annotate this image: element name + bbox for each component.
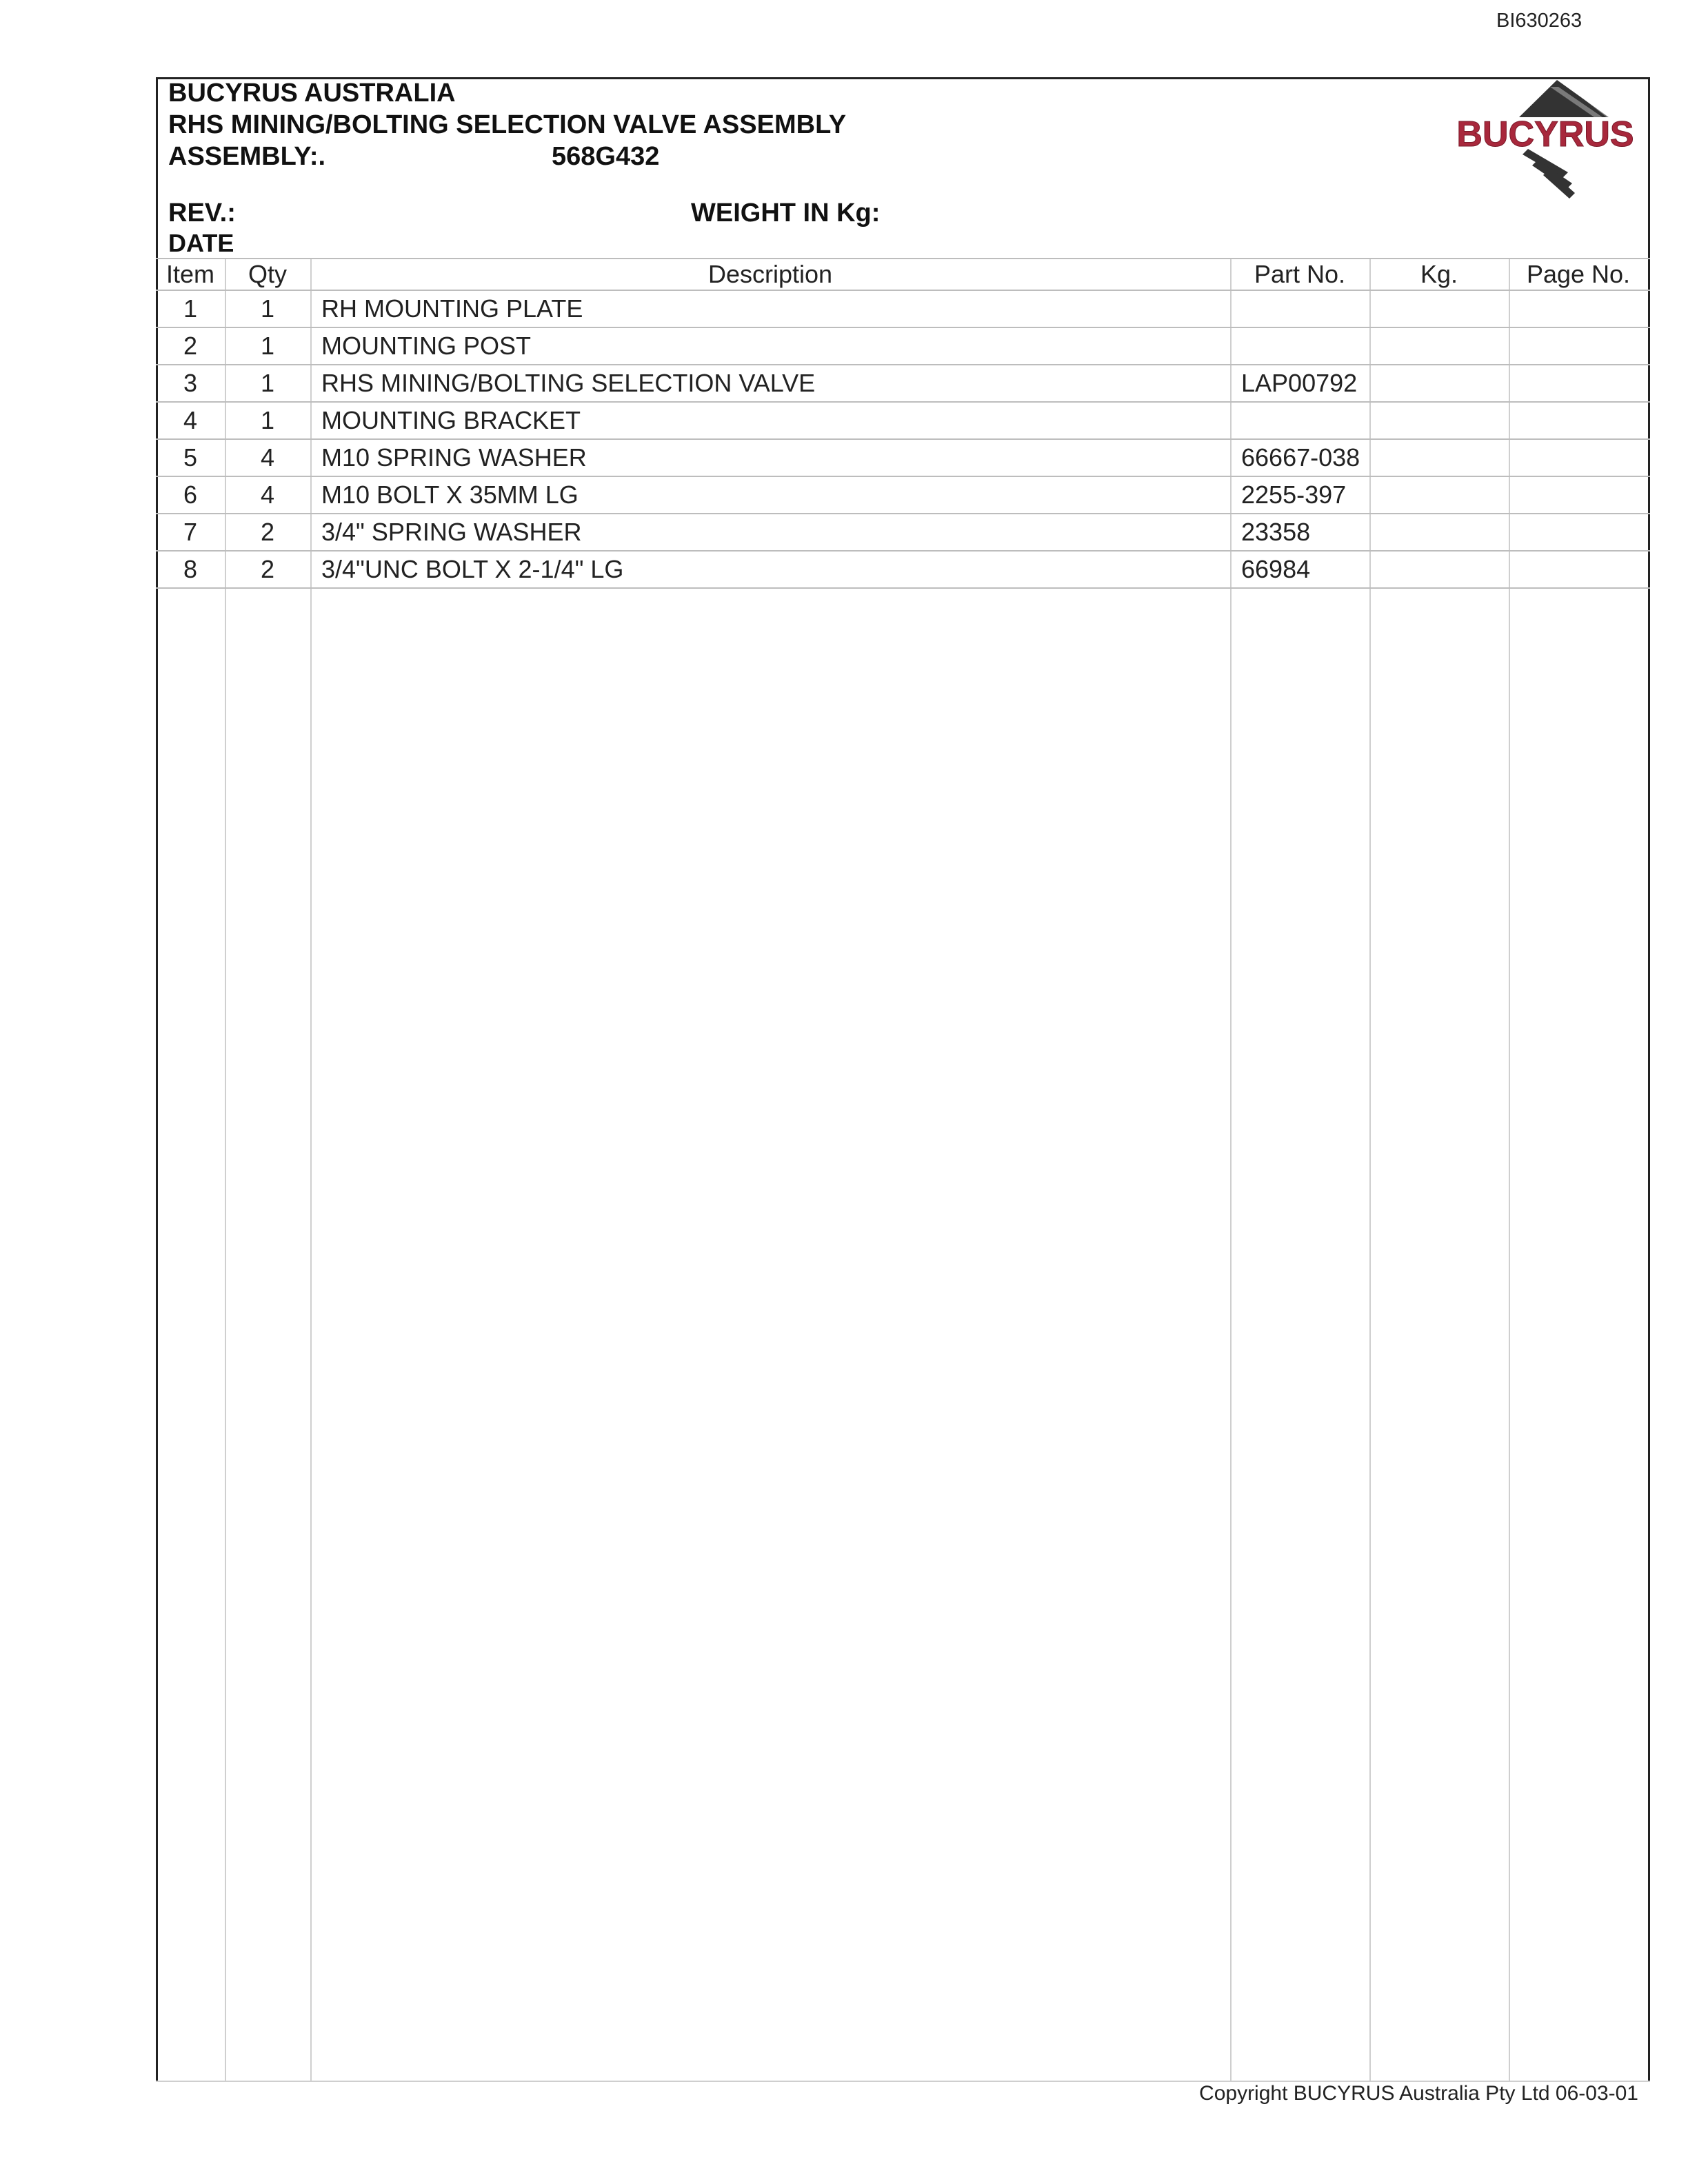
cell-page-no [1509,328,1648,364]
cell-kg [1369,365,1509,401]
cell-qty: 2 [260,555,275,583]
header-kg: Kg. [1420,260,1458,288]
cell-page-no [1509,365,1648,401]
rev-label: REV.: [168,199,236,228]
table-row [156,440,1650,477]
copyright-footer: Copyright BUCYRUS Australia Pty Ltd 06-03-01 [1199,2082,1638,2105]
weight-label: WEIGHT IN Kg: [691,199,881,228]
logo-text: BUCYRUS [1456,114,1634,154]
cell-qty: 1 [260,332,275,360]
cell-part-no: LAP00792 [1241,369,1358,397]
cell-page-no [1509,403,1648,438]
table-row [156,328,1650,365]
table-row [156,552,1650,589]
cell-description: RHS MINING/BOLTING SELECTION VALVE [321,369,816,397]
cell-part-no: 66667-038 [1241,443,1360,472]
cell-item: 1 [183,294,198,323]
cell-kg [1369,328,1509,364]
cell-part-no [1230,328,1369,364]
cell-part-no: 23358 [1241,518,1311,546]
cell-item: 4 [183,406,198,434]
cell-part-no [1230,403,1369,438]
assembly-title: RHS MINING/BOLTING SELECTION VALVE ASSEMBLY [168,110,847,139]
bucyrus-logo [1447,77,1644,201]
cell-part-no [1230,291,1369,327]
cell-description: MOUNTING POST [321,332,531,360]
cell-description: RH MOUNTING PLATE [321,294,583,323]
table-header-row [156,258,1650,291]
cell-qty: 1 [260,294,275,323]
table-row [156,291,1650,328]
cell-kg [1369,440,1509,476]
parts-table [156,258,1650,589]
logo-mountain-shape [1519,80,1609,117]
header-item: Item [165,260,214,288]
cell-item: 7 [183,518,198,546]
cell-qty: 2 [260,518,275,546]
company-name: BUCYRUS AUSTRALIA [168,79,456,108]
cell-item: 2 [183,332,198,360]
header-qty: Qty [248,260,287,288]
cell-part-no: 2255-397 [1241,481,1347,509]
cell-qty: 1 [260,406,275,434]
cell-item: 5 [183,443,198,472]
cell-kg [1369,552,1509,587]
cell-item: 3 [183,369,198,397]
cell-description: MOUNTING BRACKET [321,406,581,434]
cell-kg [1369,514,1509,550]
table-row [156,403,1650,440]
cell-kg [1369,291,1509,327]
cell-description: 3/4"UNC BOLT X 2-1/4" LG [321,555,624,583]
cell-page-no [1509,552,1648,587]
document-id: BI630263 [1496,10,1582,32]
cell-item: 8 [183,555,198,583]
cell-kg [1369,403,1509,438]
cell-qty: 4 [260,481,275,509]
date-label: DATE [168,229,234,257]
table-row [156,477,1650,514]
table-row [156,365,1650,403]
header-description: Description [707,260,833,288]
cell-page-no [1509,291,1648,327]
cell-description: 3/4" SPRING WASHER [321,518,582,546]
assembly-number: 568G432 [552,142,660,171]
cell-item: 6 [183,481,198,509]
cell-page-no [1509,514,1648,550]
cell-qty: 1 [260,369,275,397]
cell-description: M10 BOLT X 35MM LG [321,481,579,509]
table-row [156,514,1650,552]
assembly-label: ASSEMBLY:. [168,142,326,171]
cell-part-no: 66984 [1241,555,1311,583]
cell-description: M10 SPRING WASHER [321,443,587,472]
cell-page-no [1509,440,1648,476]
header-page-no: Page No. [1526,260,1631,288]
bucyrus-logo-graphic [1447,77,1644,201]
cell-page-no [1509,477,1648,513]
header-part-no: Part No. [1254,260,1346,288]
cell-kg [1369,477,1509,513]
cell-qty: 4 [260,443,275,472]
